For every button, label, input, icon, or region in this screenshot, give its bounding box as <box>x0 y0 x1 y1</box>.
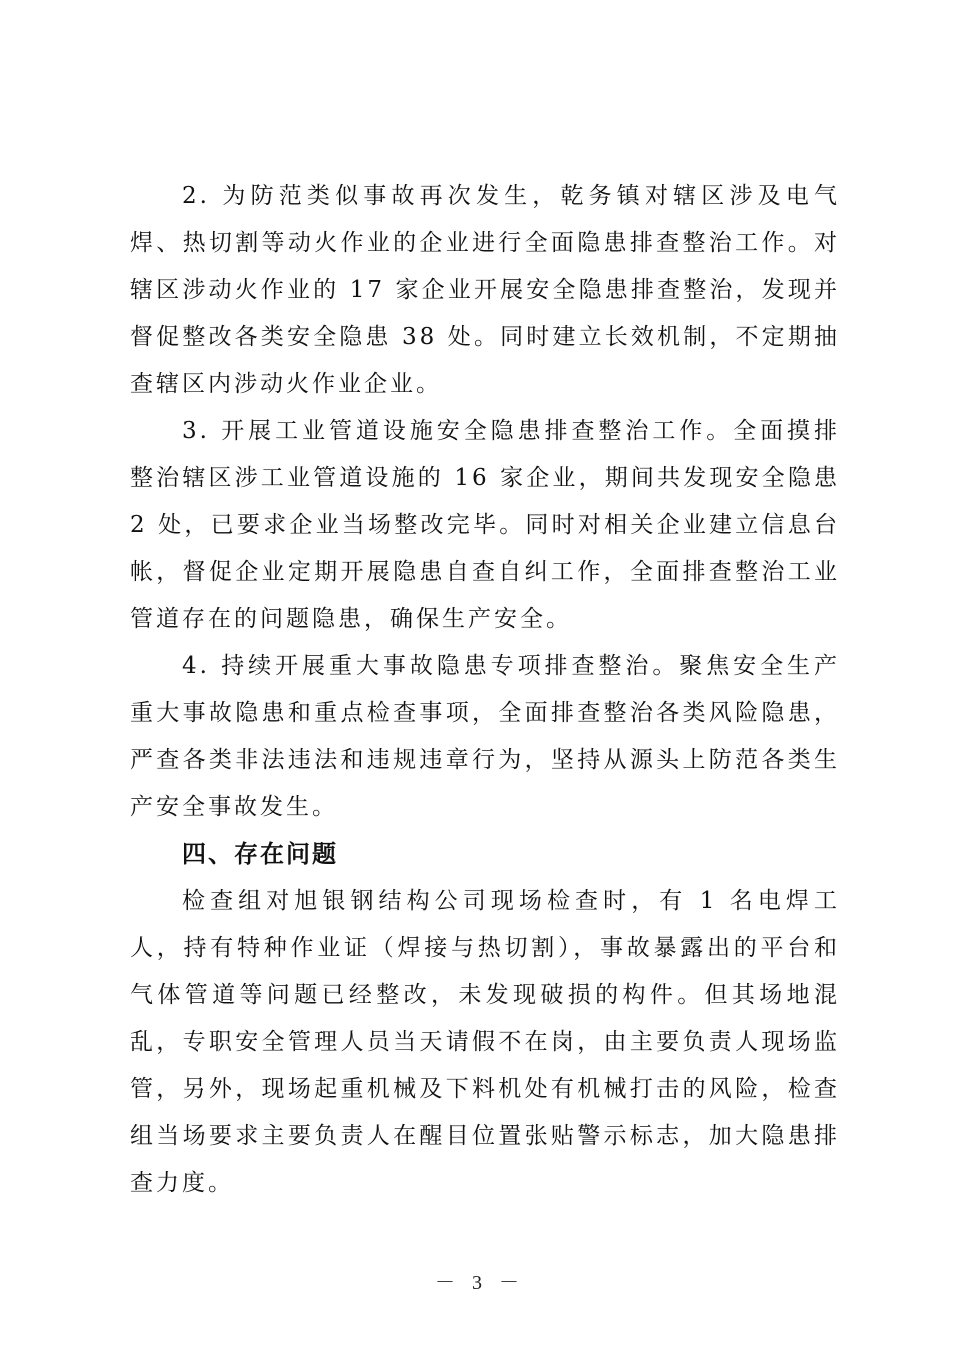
paragraph-item-4: 4. 持续开展重大事故隐患专项排查整治。聚焦安全生产重大事故隐患和重点检查事项，全面排查整治各类风险隐患，严查各类非法违法和违规违章行为，坚持从源头上防范各类生产安全事故发生。 <box>130 653 840 820</box>
paragraph-item-3: 3. 开展工业管道设施安全隐患排查整治工作。全面摸排整治辖区涉工业管道设施的 16 家企业，期间共发现安全隐患 2 处，已要求企业当场整改完毕。同时对相关企业建立信息台帐，督促企业定期开展隐患自查自纠工作，全面排查整治工业管道存在的问题隐患，确保生产安全。 <box>130 418 840 632</box>
document-body <box>130 173 840 1207</box>
page-number: － 3 － <box>435 1272 525 1294</box>
paragraph-item-2: 2. 为防范类似事故再次发生，乾务镇对辖区涉及电气焊、热切割等动火作业的企业进行全面隐患排查整治工作。对辖区涉动火作业的 17 家企业开展安全隐患排查整治，发现并督促整改各类安全隐患 38 处。同时建立长效机制，不定期抽查辖区内涉动火作业企业。 <box>130 183 840 397</box>
section-paragraph: 检查组对旭银钢结构公司现场检查时，有 1 名电焊工人，持有特种作业证（焊接与热切割），事故暴露出的平台和气体管道等问题已经整改，未发现破损的构件。但其场地混乱，专职安全管理人员当天请假不在岗，由主要负责人现场监管，另外，现场起重机械及下料机处有机械打击的风险，检查组当场要求主要负责人在醒目位置张贴警示标志，加大隐患排查力度。 <box>130 888 840 1196</box>
section-heading: 四、存在问题 <box>182 840 338 868</box>
